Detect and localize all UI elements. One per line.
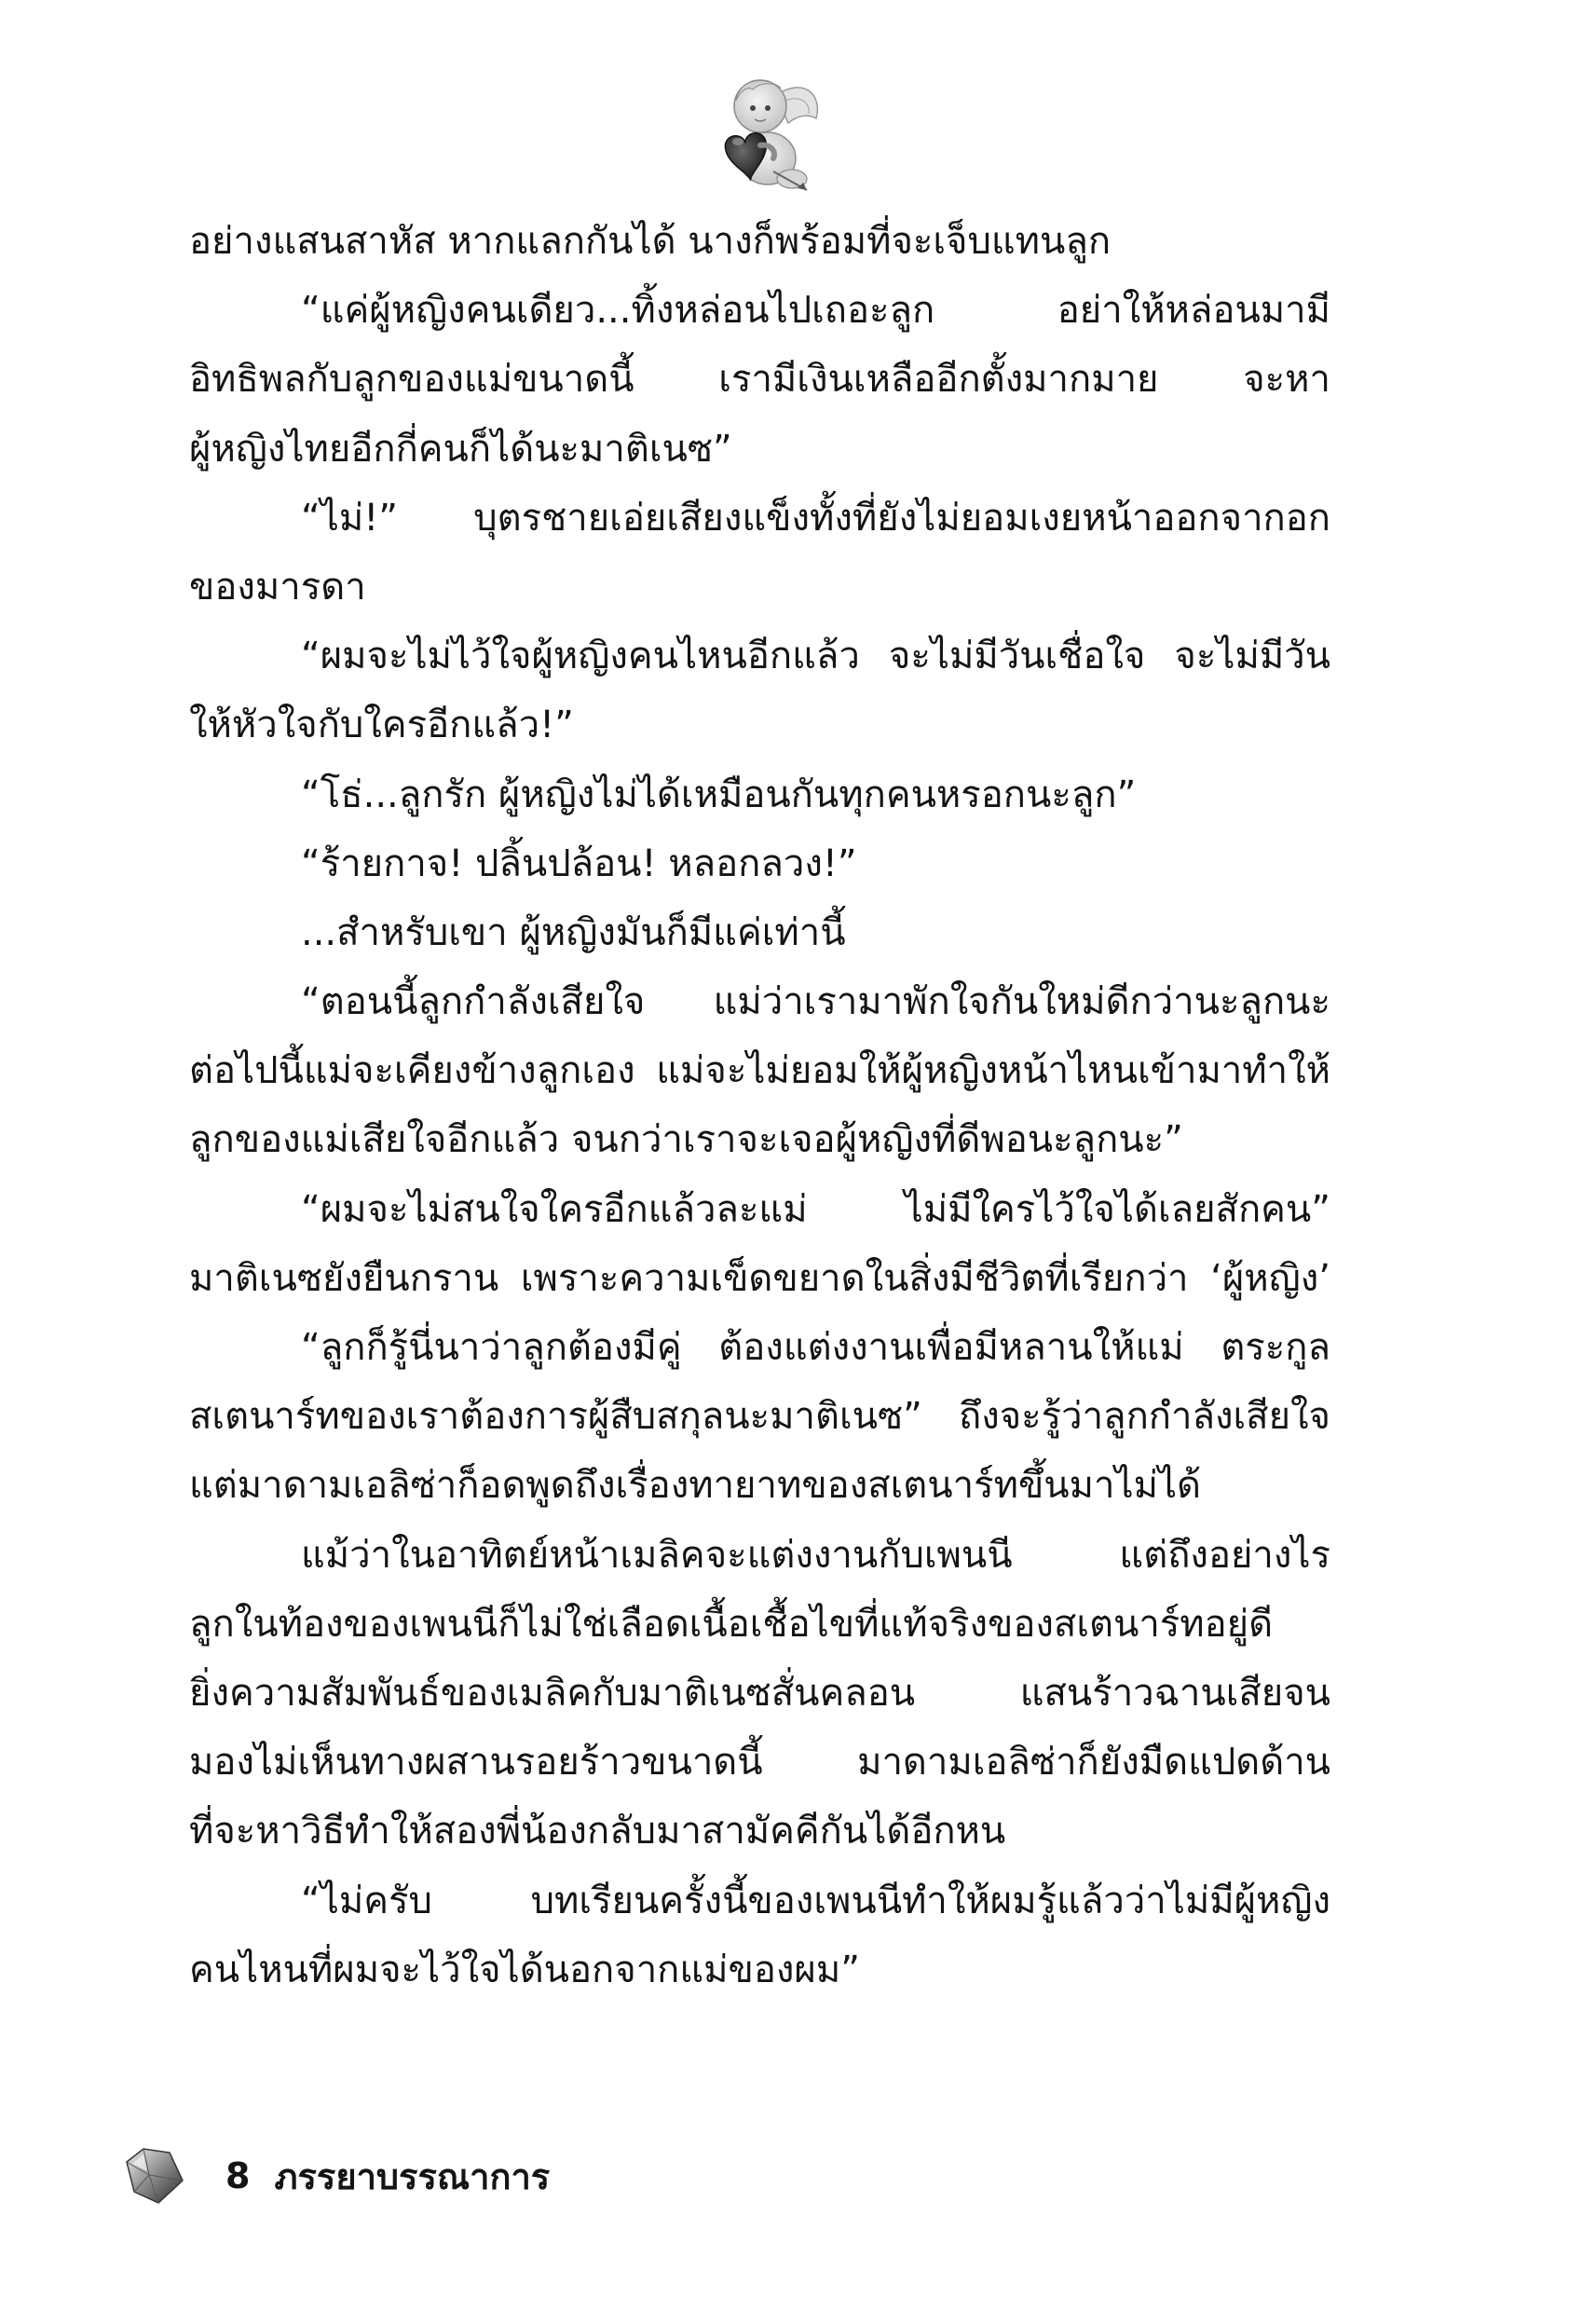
gem-icon [121,2143,186,2208]
page-footer [121,2143,550,2208]
text-line: คนไหนที่ผมจะไว้ใจได้นอกจากแม่ของผม” [189,1948,860,1991]
text-line: “โธ่...ลูกรัก ผู้หญิงไม่ได้เหมือนกันทุกคนหรอกนะลูก” [301,773,1137,816]
text-line: แต่มาดามเอลิซ่าก็อดพูดถึงเรื่องทายาทของสเตนาร์ทขึ้นมาไม่ได้ [189,1464,1202,1508]
body-text [189,207,1330,2004]
text-line: “ไม่ครับ บทเรียนครั้งนี้ของเพนนีทำให้ผมรู้แล้วว่าไม่มีผู้หญิง [301,1879,1330,1922]
text-line: “ตอนนี้ลูกกำลังเสียใจ แม่ว่าเรามาพักใจกันใหม่ดีกว่านะลูกนะ [301,980,1330,1024]
cupid-heart-icon [688,67,827,198]
text-line: อย่างแสนสาหัส หากแลกกันได้ นางก็พร้อมที่จะเจ็บแทนลูก [189,220,1112,263]
text-line: “ผมจะไม่สนใจใครอีกแล้วละแม่ ไม่มีใครไว้ใจได้เลยสักคน” [301,1187,1330,1231]
text-line: มองไม่เห็นทางผสานรอยร้าวขนาดนี้ มาดามเอลิซ่าก็ยังมืดแปดด้าน [189,1741,1330,1785]
text-line: ให้หัวใจกับใครอีกแล้ว!” [189,704,574,747]
text-line: ที่จะหาวิธีทำให้สองพี่น้องกลับมาสามัคคีกันได้อีกหน [189,1810,1006,1853]
text-line: มาติเนซยังยืนกราน เพราะความเข็ดขยาดในสิ่งมีชีวิตที่เรียกว่า ‘ผู้หญิง’ [189,1256,1330,1300]
text-line: “ร้ายกาจ! ปลิ้นปล้อน! หลอกลวง!” [301,841,857,885]
text-line: ผู้หญิงไทยอีกกี่คนก็ได้นะมาติเนซ” [189,427,732,471]
text-line: สเตนาร์ทของเราต้องการผู้สืบสกุลนะมาติเนซ” ถึงจะรู้ว่าลูกกำลังเสียใจ [189,1395,1330,1439]
text-line: ลูกในท้องของเพนนีก็ไม่ใช่เลือดเนื้อเชื้อไขที่แท้จริงของสเตนาร์ทอยู่ดี [189,1602,1274,1646]
text-line: ของมารดา [189,565,366,609]
text-line: “ผมจะไม่ไว้ใจผู้หญิงคนไหนอีกแล้ว จะไม่มีวันเชื่อใจ จะไม่มีวัน [301,635,1330,678]
text-line: “ไม่!” บุตรชายเอ่ยเสียงแข็งทั้งที่ยังไม่ยอมเงยหน้าออกจากอก [301,496,1330,540]
text-line: ต่อไปนี้แม่จะเคียงข้างลูกเอง แม่จะไม่ยอมให้ผู้หญิงหน้าไหนเข้ามาทำให้ [189,1049,1330,1093]
text-line: ยิ่งความสัมพันธ์ของเมลิคกับมาติเนซสั่นคลอน แสนร้าวฉานเสียจน [189,1671,1330,1715]
text-line: “ลูกก็รู้นี่นาว่าลูกต้องมีคู่ ต้องแต่งงานเพื่อมีหลานให้แม่ ตระกูล [301,1326,1330,1369]
text-line: ลูกของแม่เสียใจอีกแล้ว จนกว่าเราจะเจอผู้หญิงที่ดีพอนะลูกนะ” [189,1118,1183,1162]
page-number: 8 [225,2155,251,2196]
text-line: แม้ว่าในอาทิตย์หน้าเมลิคจะแต่งงานกับเพนนี แต่ถึงอย่างไร [301,1533,1330,1577]
text-line: “แค่ผู้หญิงคนเดียว...ทิ้งหล่อนไปเถอะลูก อย่าให้หล่อนมามี [301,289,1330,333]
book-title: ภรรยาบรรณาการ [274,2155,551,2197]
text-line: ...สำหรับเขา ผู้หญิงมันก็มีแค่เท่านี้ [301,910,846,954]
text-line: อิทธิพลกับลูกของแม่ขนาดนี้ เรามีเงินเหลืออีกตั้งมากมาย จะหา [189,358,1330,402]
